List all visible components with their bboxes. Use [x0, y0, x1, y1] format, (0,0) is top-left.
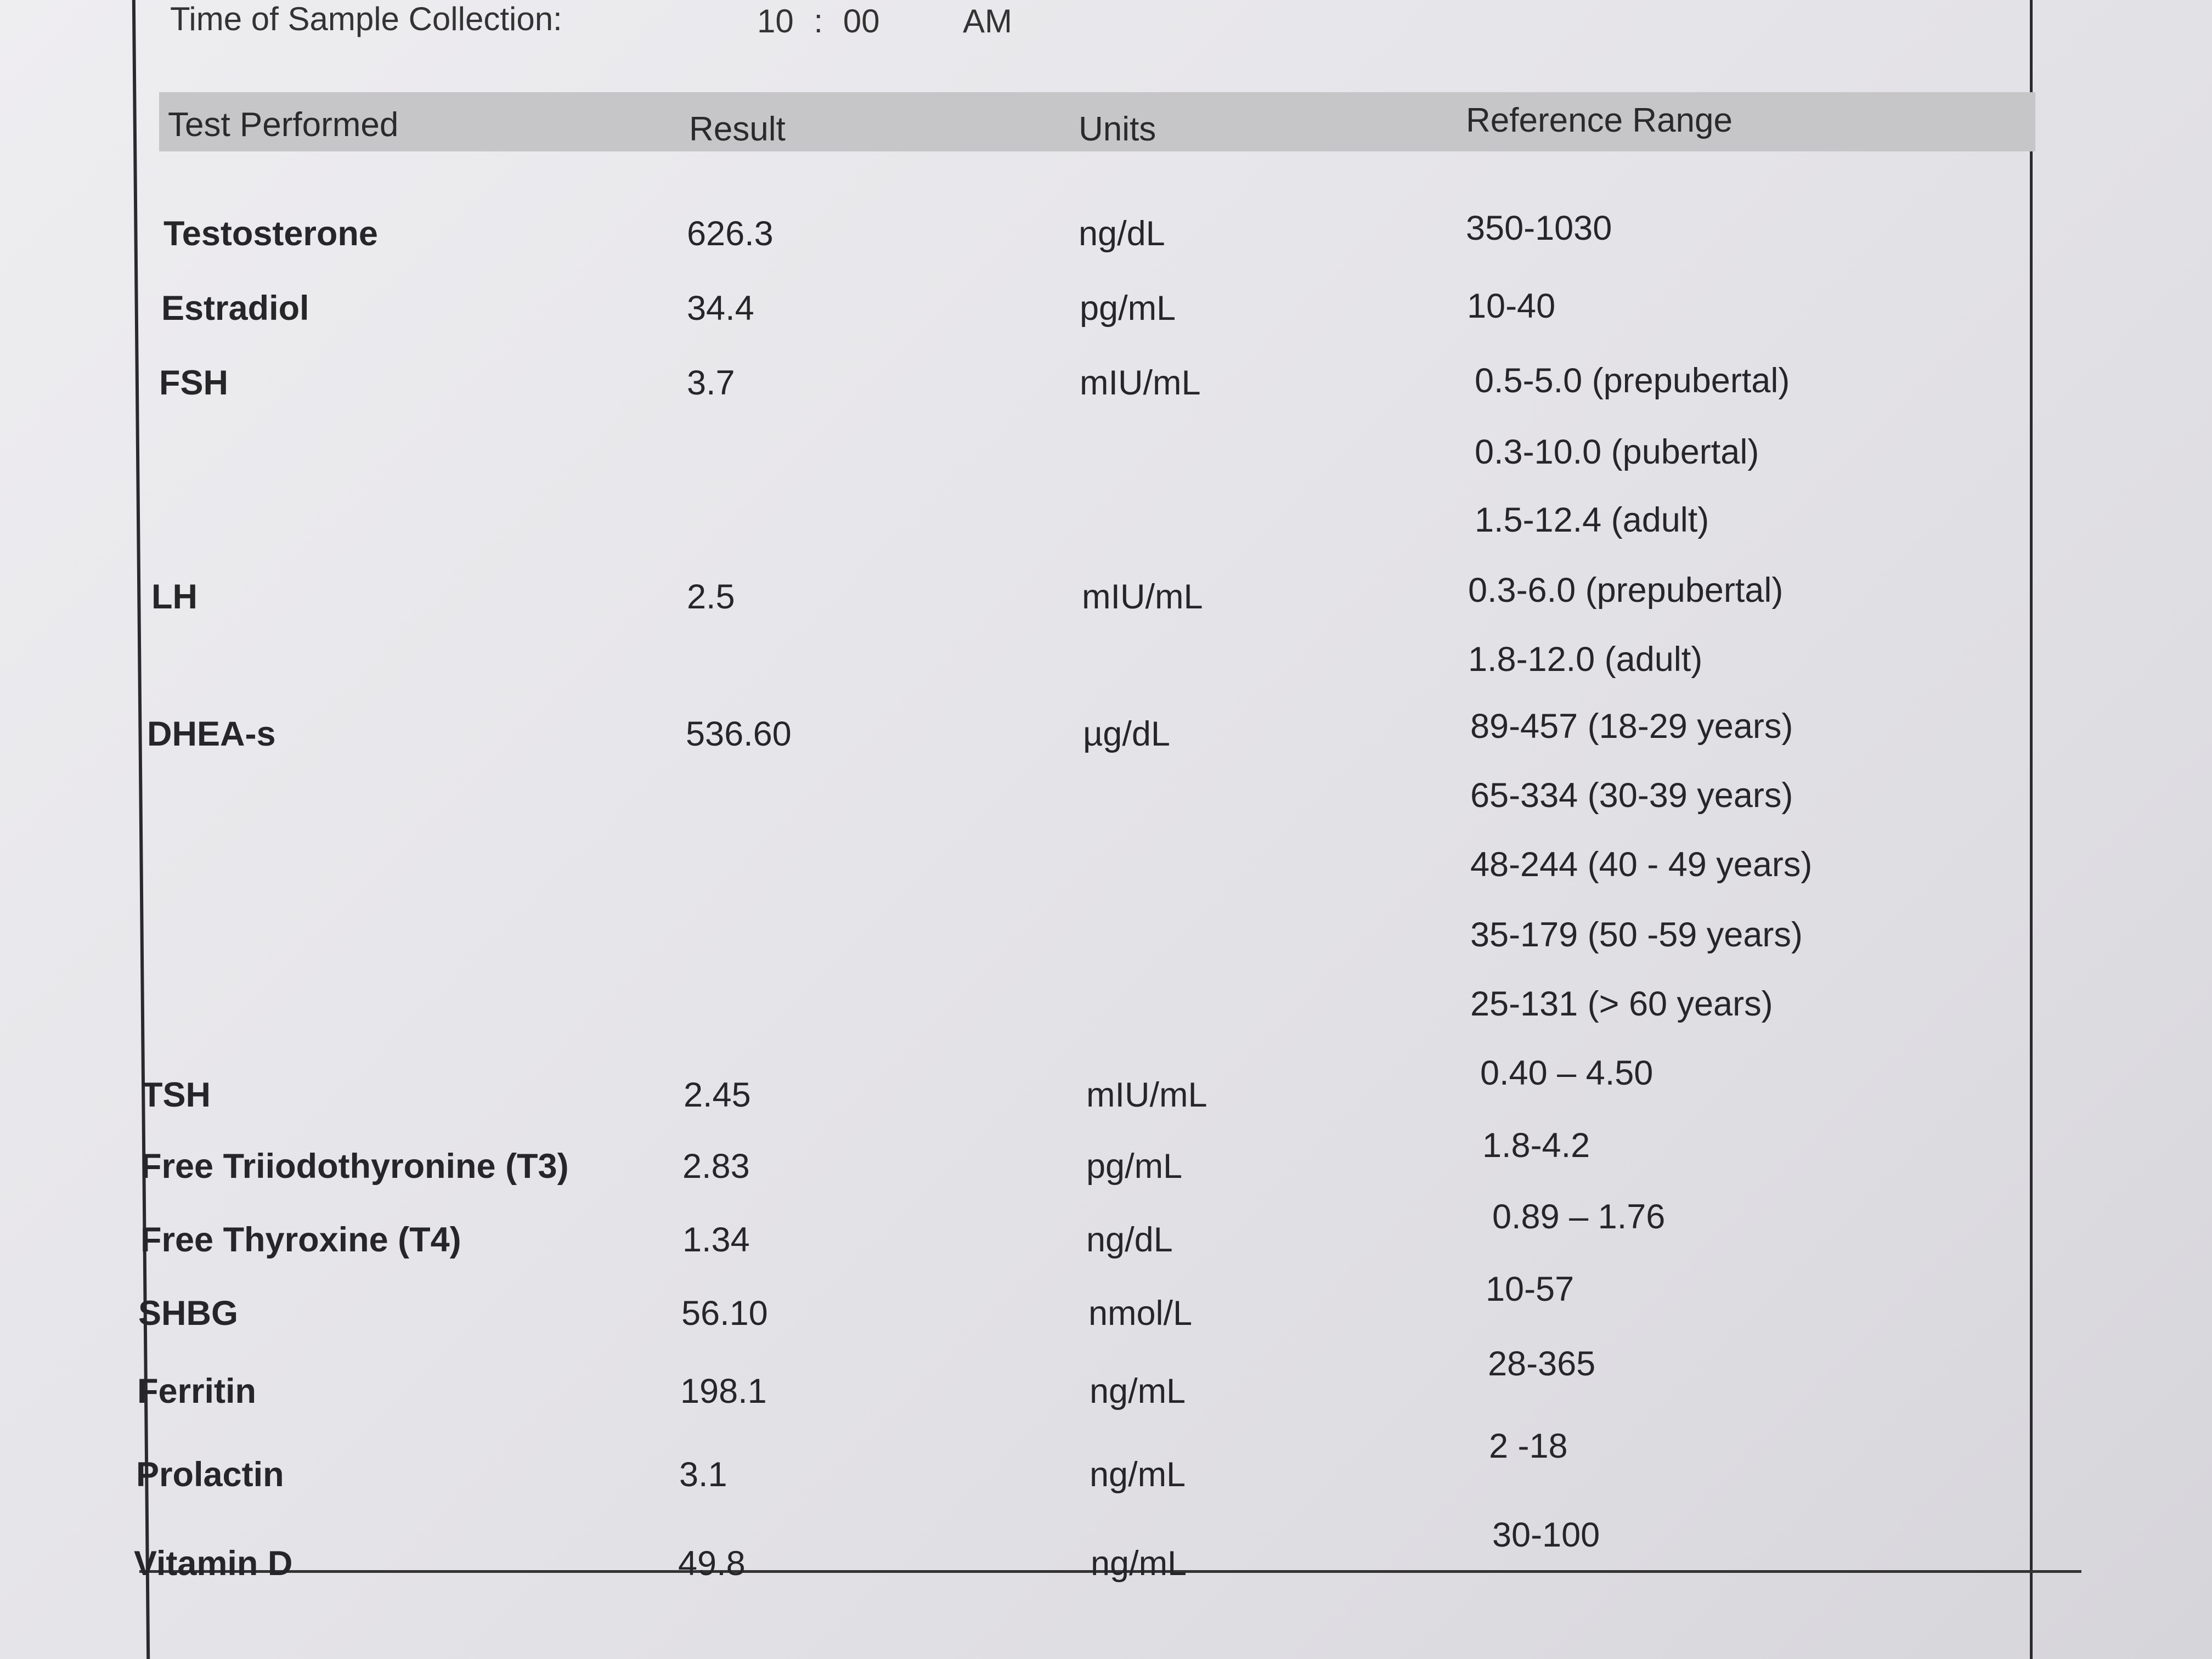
reference-range: 10-40 [1467, 287, 1556, 325]
test-name: Testosterone [163, 215, 378, 253]
reference-range: 35-179 (50 -59 years) [1470, 916, 1803, 954]
units-value: ng/mL [1090, 1455, 1186, 1494]
reference-range: 0.3-6.0 (prepubertal) [1468, 571, 1784, 610]
reference-range: 350-1030 [1466, 209, 1612, 247]
result-value: 1.34 [682, 1221, 750, 1259]
table-right-border [2030, 0, 2033, 1659]
reference-range: 0.89 – 1.76 [1492, 1198, 1666, 1236]
sample-collection-line [170, 0, 1012, 40]
units-value: ng/dL [1086, 1221, 1173, 1259]
test-name: DHEA-s [147, 715, 276, 753]
units-value: nmol/L [1088, 1294, 1193, 1333]
test-name: Ferritin [137, 1372, 257, 1410]
units-value: pg/mL [1080, 289, 1176, 328]
test-name: Estradiol [161, 289, 309, 328]
reference-range: 1.8-12.0 (adult) [1468, 640, 1703, 679]
units-value: mIU/mL [1086, 1076, 1207, 1114]
reference-range: 0.40 – 4.50 [1480, 1054, 1654, 1092]
collection-ampm: AM [963, 3, 1012, 40]
result-value: 2.83 [682, 1147, 750, 1186]
column-header-units: Units [1079, 110, 1156, 148]
units-value: ng/mL [1090, 1372, 1186, 1410]
reference-range: 10-57 [1486, 1270, 1575, 1308]
result-value: 34.4 [687, 289, 754, 328]
reference-range: 30-100 [1492, 1516, 1600, 1554]
result-value: 49.8 [678, 1544, 746, 1583]
units-value: µg/dL [1083, 715, 1170, 753]
test-name: TSH [142, 1076, 211, 1114]
reference-range: 0.3-10.0 (pubertal) [1475, 433, 1759, 471]
collection-time: 10 : 00 [757, 3, 880, 40]
test-name: Free Thyroxine (T4) [140, 1221, 461, 1259]
result-value: 3.7 [687, 364, 735, 402]
result-value: 198.1 [680, 1372, 767, 1410]
test-name: LH [151, 578, 198, 616]
reference-range: 28-365 [1488, 1345, 1596, 1383]
reference-range: 65-334 (30-39 years) [1470, 776, 1793, 815]
test-name: Prolactin [136, 1455, 284, 1494]
test-name: Vitamin D [134, 1544, 293, 1583]
units-value: ng/mL [1091, 1544, 1187, 1583]
result-value: 2.5 [687, 578, 735, 616]
result-value: 2.45 [684, 1076, 751, 1114]
table-header [159, 92, 2035, 151]
result-value: 56.10 [681, 1294, 768, 1333]
reference-range: 1.5-12.4 (adult) [1475, 501, 1709, 539]
result-value: 536.60 [686, 715, 792, 753]
reference-range: 0.5-5.0 (prepubertal) [1475, 362, 1790, 400]
reference-range: 48-244 (40 - 49 years) [1470, 845, 1813, 884]
units-value: pg/mL [1086, 1147, 1183, 1186]
column-header-result: Result [689, 110, 786, 148]
result-value: 3.1 [679, 1455, 727, 1494]
reference-range: 2 -18 [1489, 1427, 1568, 1465]
reference-range: 25-131 (> 60 years) [1470, 985, 1773, 1023]
column-header-reference-range: Reference Range [1466, 101, 1733, 139]
units-value: mIU/mL [1082, 578, 1203, 616]
result-value: 626.3 [687, 215, 774, 253]
units-value: ng/dL [1079, 215, 1165, 253]
reference-range: 1.8-4.2 [1482, 1126, 1590, 1165]
units-value: mIU/mL [1080, 364, 1201, 402]
test-name: SHBG [138, 1294, 239, 1333]
test-name: FSH [159, 364, 228, 402]
reference-range: 89-457 (18-29 years) [1470, 707, 1793, 746]
column-header-test: Test Performed [168, 106, 399, 144]
collection-label: Time of Sample Collection: [170, 1, 562, 37]
test-name: Free Triiodothyronine (T3) [140, 1147, 569, 1186]
